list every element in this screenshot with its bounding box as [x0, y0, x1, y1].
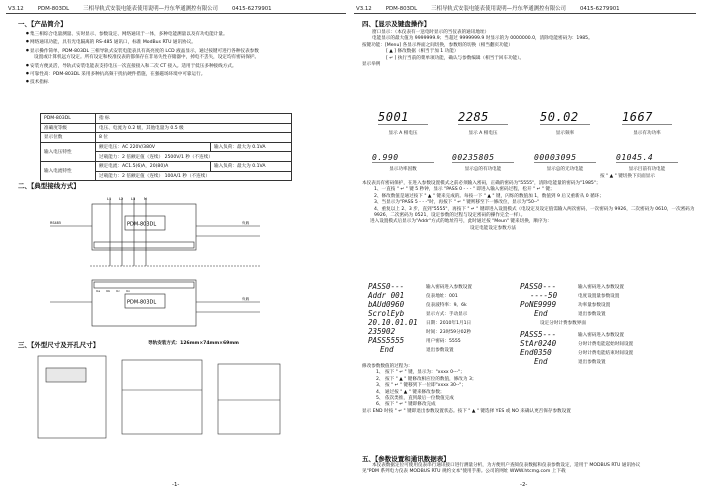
text-line: 4、 通过按 " ▲ " 键来修改参数； — [376, 389, 445, 395]
header-version: V3.12 — [356, 6, 372, 12]
lcd-caption: 显示功率因数 — [389, 167, 417, 172]
text-line: 见"PDM 系列电力仪表 MODBUS RTU 规约文本"使用手册。公司的网址 WWW.htcmg.com 上下载 — [362, 469, 566, 475]
phase-label: L1 — [107, 197, 112, 201]
dimension-drawing — [32, 350, 287, 445]
param-code: ----50 — [530, 291, 558, 300]
page-number-left: -1- — [172, 482, 180, 488]
terminal-row-bottom — [94, 282, 194, 288]
param-desc: 退出参数设置 — [426, 348, 454, 353]
param-desc: 时间：23时59分02秒 — [426, 330, 472, 335]
comm-label: RS485 — [50, 221, 61, 225]
param-code: End — [534, 357, 548, 366]
text-line: 3、 按 " ↵ " 键移到下一位即"xxxx 30--"； — [376, 383, 466, 389]
section-title-dimensions: 三、【外型尺寸及开孔尺寸】 — [18, 341, 100, 349]
param-code: PASS5--- — [520, 330, 557, 339]
lcd-window — [46, 368, 86, 382]
load-label: 负载 — [242, 297, 250, 301]
text-line: [ ↵ ] 执行当前的菜单项功能，确认与参数编辑（相当于回车功能）。 — [386, 55, 525, 61]
section-title-wiring: 二、【典型接线方式】 — [18, 182, 80, 190]
page-number-right: -2- — [520, 482, 528, 488]
lcd-display — [622, 110, 672, 125]
param-code: End0350 — [520, 348, 552, 357]
lcd-display — [540, 110, 590, 125]
meter-name: PDM-803DL — [127, 221, 157, 228]
header-model: PDM-803DL — [385, 6, 418, 12]
header-left — [8, 4, 286, 12]
table-cell: PDM-803DL — [41, 114, 96, 124]
lcd-caption: 显示总的无功电能 — [546, 167, 584, 172]
param-desc: 输入密码进入参数设置 — [578, 333, 624, 338]
text-line: 进入设置模式后显示为"Addr"方式的地址符号，此时通过按 "Meun" 键来切换，顺序为： — [370, 219, 552, 225]
param-desc: 用户密码：5555 — [426, 339, 461, 344]
table-row — [41, 161, 292, 171]
param-code: StAr0240 — [520, 339, 557, 348]
bullet: ● 显示操作简单，PDM-803DL 三相导轨式安装电能表具有高亮度的 LCD 液晶显示，通过按键可进行各种仪表参数 — [26, 47, 346, 55]
table-cell: 额定电压：AC 220V/380V — [96, 142, 211, 152]
param-desc: 日期：2010年1月1日 — [426, 321, 472, 326]
lcd-caption: 显示总的有功电能 — [464, 167, 502, 172]
param-desc: 功率量参数设置 — [578, 303, 611, 308]
param-code: Addr 001 — [368, 291, 405, 300]
lcd-display — [534, 148, 596, 163]
text-line: 本仪表数据定位可使用仪表串行通讯接口进行测量分析，为方便用户查阅仪表数据和仪表参数设定，适用于 MODBUS RTU 通讯协议 — [372, 463, 641, 468]
lcd-caption: 显示频率 — [555, 131, 575, 136]
lcd-caption: 显示有功功率 — [633, 131, 661, 136]
lcd-caption: 显示 A 相电压 — [388, 131, 418, 136]
header-rule-right — [354, 13, 696, 14]
text-line: 6、 按下 " ↵ " 键即修改完成 — [376, 402, 436, 408]
param-code: PASS0--- — [520, 282, 557, 291]
table-row — [41, 142, 292, 152]
param-desc: 仪表地址：001 — [426, 294, 458, 299]
param-desc: 退出参数设置 — [578, 312, 606, 317]
table-cell: 准确度等级 — [41, 123, 96, 133]
text-line: 1、一直按 " ↵ " 键 5 秒钟，显示 "PASS 0 - - - " 即进入输入密码过程，松开 " ↵ " 键； — [374, 187, 555, 193]
text-line: 显示 END 时按 " ↵ " 键即退出参数设置状态。按下 " ▲ " 键选择 YES 或 NO 来确认更否保存参数设置 — [362, 408, 571, 414]
terminal-label: Ua — [96, 289, 101, 293]
text-line: 5、 依次类推，直到最后一位数值完成 — [376, 396, 454, 402]
table-cell: 输入负荷：最大为 0.1VA — [211, 161, 292, 171]
param-desc: 退出参数设置 — [578, 360, 606, 365]
bullet: ● 网络通讯功能，具有光电隔离的 RS-485 通讯口，标准 ModBus RTU 通讯协议。 — [26, 38, 346, 46]
section-title-comm: 五、【参数设置和通讯数据表】 — [362, 455, 450, 463]
load-label: 负载 — [242, 221, 250, 225]
phase-label: L3 — [131, 197, 136, 201]
table-row — [41, 123, 292, 133]
param-code: 20.10.01.01 — [368, 318, 418, 327]
text-line: 本仪表具有密码保护，在进入参数设置模式之前必须输入密码，正确的密码为"5555"，清除电能量的密码为"1985"； — [362, 181, 601, 186]
lcd-value: 5001 — [378, 110, 409, 124]
param-desc: 分时计费电能结束时间设置 — [578, 351, 634, 356]
param-desc: 电度设置量参数设置 — [578, 294, 620, 299]
table-cell: 输入电压特性 — [41, 142, 96, 161]
text-line: 按键功能：[Menu] 各显示界面之间切换，参数组的切换（相当翻页功能） — [362, 42, 513, 48]
param-desc: 仪表波特率：9。6k — [426, 303, 467, 308]
password-steps — [362, 181, 696, 232]
param-code: ScrolEyb — [368, 309, 405, 318]
param-list-title: 设定分时计费参数界面 — [540, 321, 586, 326]
pager-note: 按 " ▲ " 键切换下页面显示 — [600, 174, 655, 179]
param-code: End — [534, 309, 548, 318]
comm-text — [362, 463, 696, 476]
text-line: 显示举例 — [362, 62, 381, 68]
lcd-display — [378, 110, 428, 125]
section-title-intro: 一、【产品简介】 — [18, 20, 67, 28]
table-cell: 输入负荷：最大为 0.1VA — [211, 142, 292, 152]
bullet-continued: 设置或计算机远方设定。所有设定和校准仪表的都保存在非易失性存储器中，掉电不丢失，设定均有密码保护。 — [34, 55, 260, 61]
param-code: PoNE9999 — [520, 300, 557, 309]
phase-label: L2 — [119, 197, 124, 201]
terminal-label: Uc — [116, 289, 120, 293]
terminal-label: Ub — [106, 289, 111, 293]
terminal-row-top — [94, 242, 194, 248]
intro-bullets — [26, 30, 346, 87]
table-cell: 输入电流特性 — [41, 161, 96, 180]
table-cell: 过载能力：2 倍额定值（连续） 100A/1 秒（不连续） — [96, 171, 292, 181]
header-phone: 0415-6279901 — [579, 6, 620, 12]
text-line: 设定电能设定参数方法 — [470, 225, 516, 231]
lcd-value: 01045.4 — [616, 153, 654, 162]
text-line: [ ▲ ] 修改数据（相当于加 1 功能） — [386, 49, 459, 55]
lcd-display — [452, 148, 514, 163]
table-cell: 8 位 — [96, 133, 292, 143]
lcd-display — [616, 148, 678, 163]
header-phone: 0415-6279901 — [231, 6, 272, 12]
header-model: PDM-803DL — [37, 6, 70, 12]
lcd-value: 00235805 — [452, 153, 495, 162]
text-line: 4、重复以上 2、3 步，直到"5555"，再按下 " ↵ " 键即进入设置模式（电设定及设定值需输入两次密码，一次密码为 9926，二次密码为 0610，一次密码为 9926，二次密码为 0521，设定参数的过程与设定密码的操作完全一样）。 — [374, 206, 695, 219]
text-line: 2、 按下 " ▲ " 键修改相应位的数值，修改为 3； — [376, 376, 477, 382]
bullet: ● 可靠性高：PDM-803DL 采用多种抗高频干扰抗硬件措施，在强磁场环境中可靠运行。 — [26, 70, 346, 78]
spec-table — [40, 113, 292, 181]
header-right — [356, 4, 634, 12]
table-cell: 额定电流：AC1.5(6)A，20(80)A — [96, 161, 211, 171]
lcd-value: 50.02 — [540, 110, 579, 124]
lcd-caption: 显示 A 相电压 — [468, 131, 498, 136]
modify-steps — [362, 364, 692, 415]
lcd-display — [372, 148, 434, 163]
param-code: PASS0--- — [368, 282, 405, 291]
text-line: 3、当显示为"PASS 5 - - -"时，再按下 " ↵ " 键则移至下一修改位，显示为"50--" — [374, 200, 540, 206]
param-desc: 输入密码进入参数设置 — [426, 285, 472, 290]
lcd-value: 0.990 — [372, 153, 399, 162]
terminal-label: Un — [126, 289, 131, 293]
table-row — [41, 133, 292, 143]
table-row — [41, 114, 292, 124]
neutral-label: N — [144, 197, 147, 201]
param-desc: 分时计费电能起始时间设置 — [578, 342, 634, 347]
table-cell: 电压、电流为 0.2 级，其他电量为 0.5 级 — [96, 123, 292, 133]
bullet: ● 集三相综合电量测量、实时显示、参数设定、网络通讯于一体，多种电能测量以及有功电能计量。 — [26, 30, 346, 38]
bullet: ● 技术指标 — [26, 78, 346, 86]
side-view — [122, 360, 202, 434]
meter-name: PDM-803DL — [127, 299, 157, 306]
lcd-value: 2285 — [458, 110, 489, 124]
lcd-value: 00003095 — [534, 153, 577, 162]
bullet: ● 安装方便灵活，导轨式安装电能表支持电压一次直接接入和二次 CT 接入。适用于低压多种接线方式。 — [26, 62, 346, 70]
top-view — [218, 364, 280, 434]
guide-rail-size: 导轨安装方式：126mm×74mm×69mm — [148, 341, 239, 346]
section-title-display: 四、【显示及键盘操作】 — [362, 20, 431, 28]
text-line: 1、 按下 " ↵ " 键，显示为："xxxx 0---"； — [376, 370, 465, 376]
text-line: 2、修改数值是通过按下 " ▲ " 键来完成的。每按一下 " ▲ " 键，闪烁的数值加 1，数值到 9 后又重新从 0 循环； — [374, 193, 604, 199]
header-version: V3.12 — [8, 6, 24, 12]
param-code: PASS5555 — [368, 336, 405, 345]
text-line: 修改参数数值的过程为： — [362, 364, 413, 369]
lcd-value: 1667 — [622, 110, 653, 124]
param-desc: 显示方式：手动显示 — [426, 312, 468, 317]
table-cell: 过载能力：2 倍额定值（连续） 2500V/1 秒（不连续） — [96, 152, 292, 162]
param-code: End — [380, 345, 394, 354]
wiring-diagram — [30, 196, 290, 332]
text-line: 电能显示的最大值为 9999999.9；当超过 9999999.9 时显示的为 0000000.0，清除电能密码为：1985。 — [372, 36, 593, 42]
table-cell: 指 标 — [96, 114, 292, 124]
text-line: 窗口显示：（本仪表有一送电时显示的当仪表的通讯地址） — [372, 30, 490, 35]
display-intro — [362, 30, 692, 68]
header-rule-left — [6, 13, 346, 14]
param-code: bAUd0960 — [368, 300, 405, 309]
table-cell: 显示位数 — [41, 133, 96, 143]
lcd-caption: 显示目前有功电能 — [628, 167, 666, 172]
param-code: 235902 — [368, 327, 396, 336]
header-title: 三相导轨式安装电能表使用说明—丹东华通测控有限公司 — [83, 6, 218, 12]
lcd-display — [458, 110, 508, 125]
param-desc: 输入密码进入参数设置 — [578, 285, 624, 290]
header-title: 三相导轨式安装电能表使用说明—丹东华通测控有限公司 — [431, 6, 566, 12]
